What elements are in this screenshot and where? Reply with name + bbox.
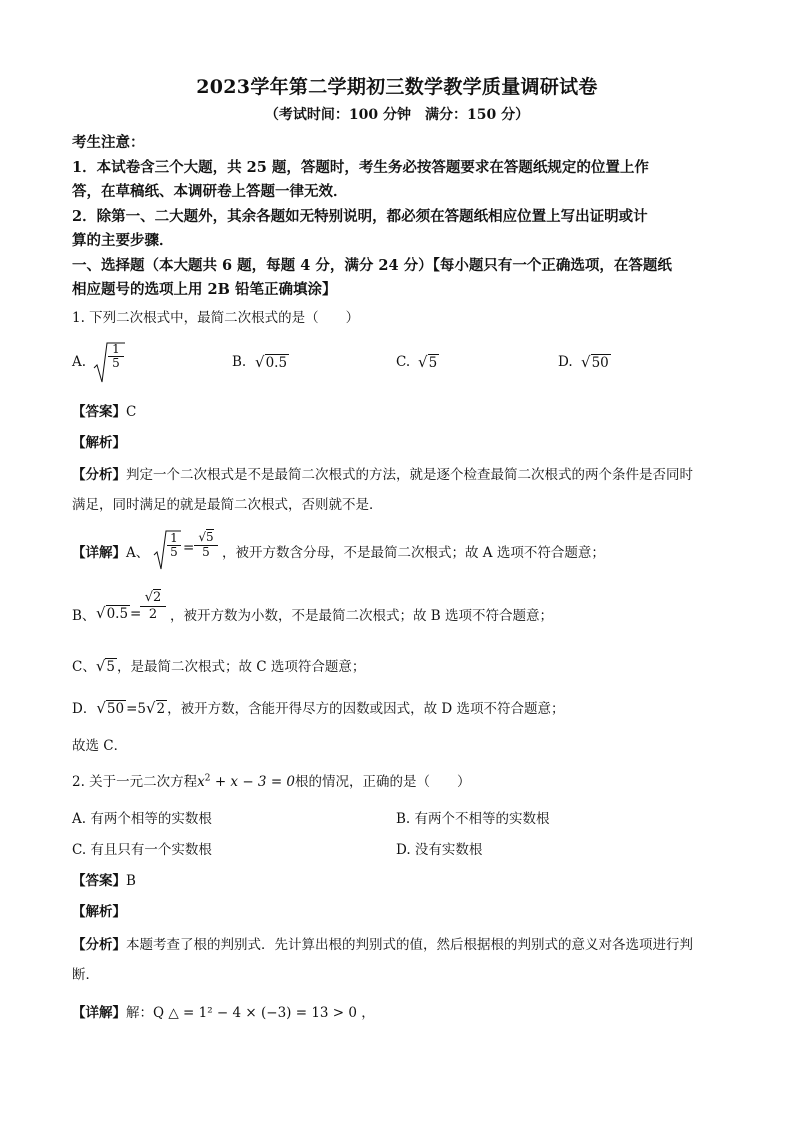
radical-sign-icon: √ (96, 604, 106, 622)
q1-fenxi-text-1: 判定一个二次根式是不是最简二次根式的方法，就是逐个检查最简二次根式的两个条件是否同时 (126, 467, 693, 483)
q2-option-c: C. 有且只有一个实数根 (72, 842, 212, 858)
notice-heading: 考生注意： (72, 134, 145, 151)
q1-detail-b-text: ，被开方数为小数，不是最简二次根式；故 B 选项不符合题意； (170, 608, 554, 624)
q1-option-b-radicand: 0.5 (265, 355, 288, 371)
q1-detail-a-equals: = (183, 540, 195, 556)
exam-info: （考试时间：100 分钟 满分：150 分） (264, 107, 530, 123)
radical-sign-icon: √ (198, 530, 206, 544)
q1-detail-a-lhs-denominator: 5 (170, 545, 178, 560)
q1-detail-c (72, 655, 365, 675)
radical-sign-icon: √ (96, 699, 106, 717)
q1-detail-a-prefix: A、 (126, 545, 150, 561)
q2-answer-value: B (126, 873, 136, 889)
radical-sign-icon: √ (144, 590, 153, 605)
q1-detail-b-equals: = (130, 606, 142, 622)
q2-stem-prefix: 2. 关于一元二次方程 (72, 774, 198, 790)
q1-detail-b-expression (96, 604, 141, 622)
notice-item-1-line-2: 答，在草稿纸、本调研卷上答题一律无效． (72, 183, 348, 200)
q2-detail (72, 1001, 375, 1021)
q1-detail-a-lhs-numerator: 1 (167, 532, 181, 546)
q1-detail-a-text: ，被开方数含分母，不是最简二次根式；故 A 选项不符合题意； (222, 545, 605, 561)
q2-stem-suffix: 根的情况，正确的是（ ） (295, 774, 471, 790)
q1-answer (72, 400, 136, 420)
q2-answer-tag: 【答案】 (72, 873, 126, 889)
radical-sign-icon: √ (145, 699, 156, 717)
notice-item-2-line-2: 算的主要步骤． (72, 232, 174, 249)
radical-sign-icon: √ (581, 353, 591, 371)
q1-analysis-tag: 【解析】 (72, 435, 126, 451)
q1-fenxi-tag: 【分析】 (72, 467, 126, 483)
q1-option-a-denominator: 5 (112, 356, 120, 371)
q1-detail-a-rhs-numerator: √5 (194, 531, 218, 546)
radical-sign-icon: √ (418, 353, 428, 371)
q1-detail-d-equals: =5 (126, 701, 146, 717)
q2-analysis-tag: 【解析】 (72, 904, 126, 920)
q1-detail-d-text: ，被开方数，含能开得尽方的因数或因式，故 D 选项不符合题意； (167, 701, 565, 717)
q1-option-c-radicand: 5 (428, 355, 438, 371)
q2-equation-x: x (197, 774, 205, 790)
q2-fenxi-text-1: 本题考查了根的判别式．先计算出根的判别式的值，然后根据根的判别式的意义对各选项进行判 (126, 937, 693, 953)
q1-answer-tag: 【答案】 (72, 404, 126, 420)
q1-detail-a-rhs-denominator: 5 (202, 544, 210, 559)
q1-option-a-numerator: 1 (108, 343, 124, 357)
q1-option-c-expression (418, 353, 439, 371)
q1-option-d-radicand: 50 (591, 355, 609, 371)
notice-item-1-line-1: 1．本试卷含三个大题，共 25 题，答题时，考生务必按答题要求在答题纸规定的位置上作 (72, 159, 649, 176)
q2-fenxi-line-2: 断． (72, 967, 99, 983)
q1-fenxi-line-2: 满足，同时满足的就是最简二次根式，否则就不是． (72, 497, 383, 513)
q1-detail-c-radicand: 5 (106, 659, 115, 675)
q1-option-a-expression (92, 340, 126, 386)
q1-fenxi-line-1 (72, 463, 693, 483)
q2-equation-exponent: 2 (204, 773, 211, 784)
q2-option-a: A. 有两个相等的实数根 (72, 811, 212, 827)
q2-option-b: B. 有两个不相等的实数根 (396, 811, 550, 827)
radical-sign-icon: √ (255, 353, 265, 371)
q2-xiangjie-tag: 【详解】 (72, 1005, 126, 1021)
q2-detail-formula: Q △ = 1² − 4 × (−3) = 13 > 0 ， (153, 1005, 375, 1021)
page-title: 2023学年第二学期初三数学教学质量调研试卷 (196, 76, 598, 98)
q1-detail-d-radicand: 50 (106, 701, 125, 717)
q1-detail-d (72, 697, 565, 717)
q2-fenxi-line-1 (72, 933, 693, 953)
q1-xiangjie-tag: 【详解】 (72, 545, 126, 561)
q1-detail-d-radicand-2: 2 (156, 701, 166, 717)
q2-fenxi-tag: 【分析】 (72, 937, 126, 953)
q1-detail-c-prefix: C、 (72, 659, 96, 675)
radical-sign-icon: √ (95, 657, 106, 675)
q1-detail-b-numerator: √2 (140, 590, 166, 607)
q1-detail-a (72, 541, 149, 561)
question-2-stem (72, 770, 471, 790)
q2-option-d: D. 没有实数根 (396, 842, 483, 858)
q2-detail-prefix: 解： (126, 1005, 153, 1021)
notice-item-2-line-1: 2．除第一、二大题外，其余各题如无特别说明，都必须在答题纸相应位置上写出证明或计 (72, 208, 648, 225)
q1-option-d-label: D. (558, 354, 573, 370)
q1-detail-b-radicand: 0.5 (106, 606, 129, 622)
question-1-stem: 1. 下列二次根式中，最简二次根式的是（ ） (72, 310, 360, 326)
q1-detail-b-fraction (140, 590, 166, 622)
q1-detail-a-expression (152, 528, 214, 572)
q2-equation-rest: + x − 3 = 0 (210, 774, 296, 790)
q1-answer-value: C (126, 404, 137, 420)
q1-detail-d-prefix: D． (72, 701, 97, 717)
section-1-header-line-1: 一、选择题（本大题共 6 题，每题 4 分，满分 24 分）【每小题只有一个正确选项，在答题纸 (72, 257, 672, 274)
q1-conclusion: 故选 C． (72, 738, 128, 754)
q1-option-b-label: B. (232, 354, 247, 370)
q1-option-a-label: A. (72, 354, 87, 370)
q1-option-c-label: C. (396, 354, 411, 370)
q2-answer (72, 869, 136, 889)
q1-detail-c-text: ，是最简二次根式；故 C 选项符合题意； (117, 659, 366, 675)
q1-option-b-expression (255, 353, 289, 371)
q1-detail-b-denominator: 2 (148, 606, 158, 622)
q1-option-d-expression (581, 353, 611, 371)
section-1-header-line-2: 相应题号的选项上用 2B 铅笔正确填涂】 (72, 281, 337, 298)
q1-detail-b-prefix: B、 (72, 608, 96, 624)
